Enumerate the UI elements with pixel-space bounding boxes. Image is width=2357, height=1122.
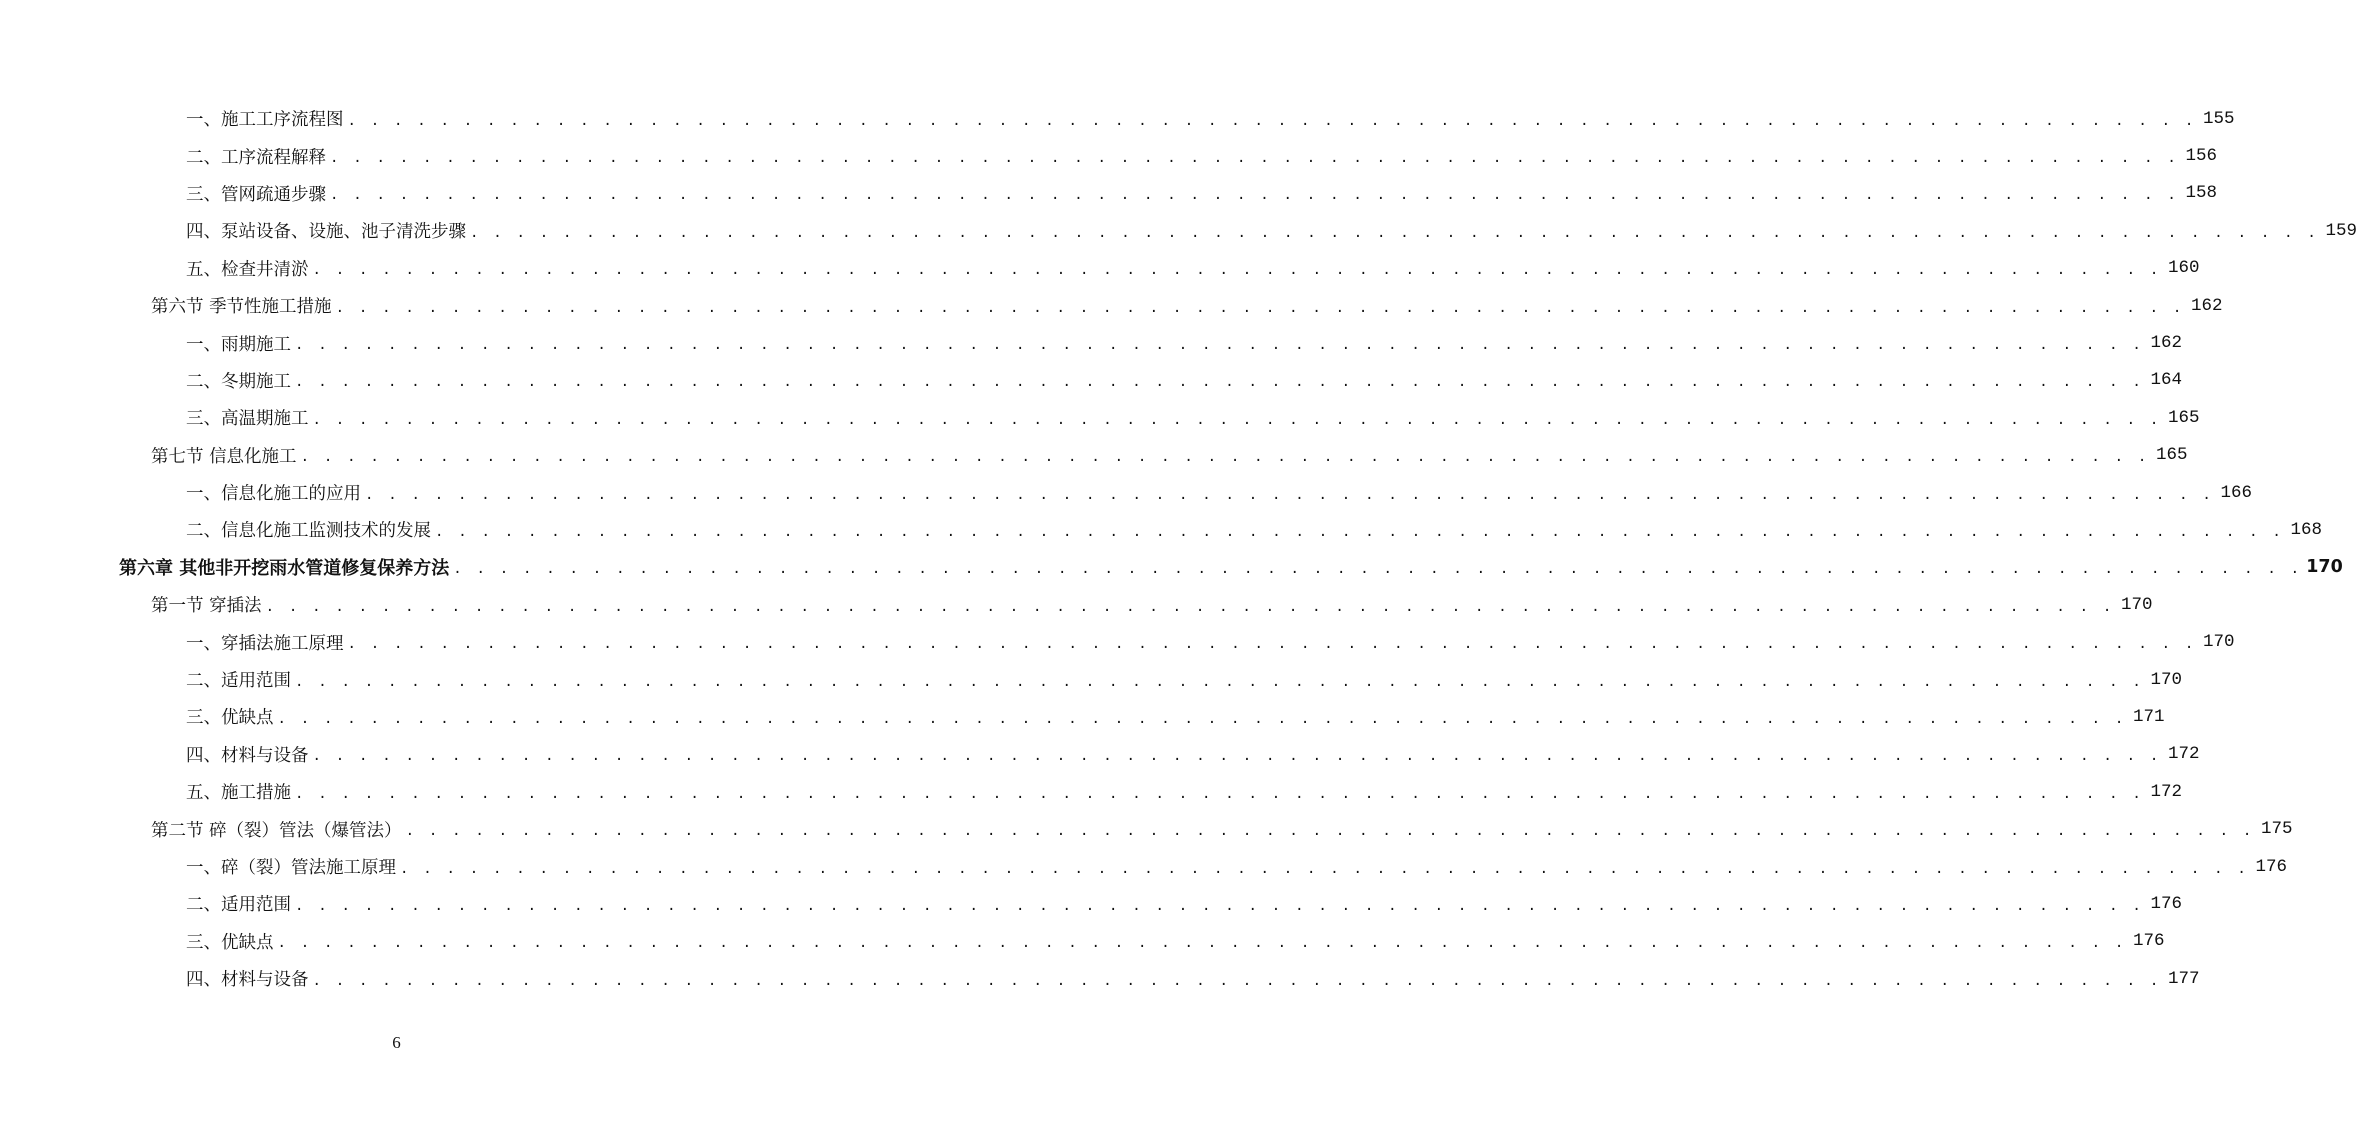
toc-entry-item[interactable] — [0, 773, 2182, 810]
toc-entry-page-number: 159 — [2325, 220, 2357, 241]
toc-entry-page-number: 176 — [2255, 856, 2287, 877]
toc-dot-leader: . . . . . . . . . . . . . . . . . . . . . . . . . . . . . . . . . . . . . . . . . . . . . . . . . . . . . . . . . . . . . . . . . . . . . . . . . . . . . . . . — [295, 897, 2144, 914]
toc-entry-section[interactable] — [0, 287, 2223, 324]
toc-dot-leader: . . . . . . . . . . . . . . . . . . . . . . . . . . . . . . . . . . . . . . . . . . . . . . . . . . . . . . . . . . . . . . . . . . . . . . . . . . . . . . . . — [400, 860, 2249, 877]
toc-entry-item[interactable] — [0, 250, 2200, 287]
toc-entry-page-number: 156 — [2185, 146, 2217, 167]
toc-dot-leader: . . . . . . . . . . . . . . . . . . . . . . . . . . . . . . . . . . . . . . . . . . . . . . . . . . . . . . . . . . . . . . . . . . . . . . . . . . . . . . . . — [277, 935, 2127, 952]
toc-entry-title: 五、检查井清淤 — [186, 259, 309, 280]
toc-dot-leader: . . . . . . . . . . . . . . . . . . . . . . . . . . . . . . . . . . . . . . . . . . . . . . . . . . . . . . . . . . . . . . . . . . . . . . . . . . . . . . . . — [435, 523, 2284, 540]
toc-entry-title: 第一节 穿插法 — [151, 596, 262, 617]
toc-dot-leader: . . . . . . . . . . . . . . . . . . . . . . . . . . . . . . . . . . . . . . . . . . . . . . . . . . . . . . . . . . . . . . . . . . . . . . . . . . . . . . . . — [300, 449, 2150, 466]
toc-entry-page-number: 170 — [2306, 557, 2343, 578]
toc-entry-item[interactable] — [0, 698, 2165, 735]
toc-dot-leader: . . . . . . . . . . . . . . . . . . . . . . . . . . . . . . . . . . . . . . . . . . . . . . . . . . . . . . . . . . . . . . . . . . . . . . . . . . . . . . . . — [312, 262, 2162, 279]
toc-entry-item[interactable] — [0, 661, 2182, 698]
toc-entry-page-number: 162 — [2191, 295, 2223, 316]
toc-entry-chapter[interactable] — [0, 549, 2343, 586]
toc-dot-leader: . . . . . . . . . . . . . . . . . . . . . . . . . . . . . . . . . . . . . . . . . . . . . . . . . . . . . . . . . . . . . . . . . . . . . . . . . . . . . . . . — [295, 785, 2144, 802]
toc-dot-leader: . . . . . . . . . . . . . . . . . . . . . . . . . . . . . . . . . . . . . . . . . . . . . . . . . . . . . . . . . . . . . . . . . . . . . . . . . . . . . . . . — [312, 972, 2162, 989]
toc-entry-page-number: 176 — [2150, 893, 2182, 914]
toc-entry-title: 第二节 碎（裂）管法（爆管法） — [151, 820, 402, 841]
toc-entry-title: 三、优缺点 — [186, 932, 274, 953]
toc-entry-page-number: 172 — [2167, 744, 2200, 765]
toc-entry-item[interactable] — [0, 324, 2182, 361]
toc-entry-item[interactable] — [0, 736, 2200, 773]
toc-entry-section[interactable] — [0, 437, 2188, 474]
toc-dot-leader: . . . . . . . . . . . . . . . . . . . . . . . . . . . . . . . . . . . . . . . . . . . . . . . . . . . . . . . . . . . . . . . . . . . . . . . . . . . . . . . . — [295, 673, 2144, 690]
toc-entry-item[interactable] — [0, 362, 2182, 399]
toc-entry-section[interactable] — [0, 586, 2153, 623]
toc-entry-page-number: 171 — [2132, 706, 2165, 727]
toc-entry-item[interactable] — [0, 511, 2322, 548]
toc-dot-leader: . . . . . . . . . . . . . . . . . . . . . . . . . . . . . . . . . . . . . . . . . . . . . . . . . . . . . . . . . . . . . . . . . . . . . . . . . . . . . . . . — [365, 486, 2214, 503]
toc-entry-page-number: 164 — [2150, 370, 2182, 391]
toc-dot-leader: . . . . . . . . . . . . . . . . . . . . . . . . . . . . . . . . . . . . . . . . . . . . . . . . . . . . . . . . . . . . . . . . . . . . . . . . . . . . . . . . — [312, 411, 2162, 428]
toc-entry-item[interactable] — [0, 885, 2182, 922]
toc-entry-page-number: 175 — [2261, 819, 2293, 840]
toc-dot-leader: . . . . . . . . . . . . . . . . . . . . . . . . . . . . . . . . . . . . . . . . . . . . . . . . . . . . . . . . . . . . . . . . . . . . . . . . . . . . . . . . — [265, 598, 2115, 615]
toc-dot-leader: . . . . . . . . . . . . . . . . . . . . . . . . . . . . . . . . . . . . . . . . . . . . . . . . . . . . . . . . . . . . . . . . . . . . . . . . . . . . . . . . — [330, 150, 2179, 167]
toc-dot-leader: . . . . . . . . . . . . . . . . . . . . . . . . . . . . . . . . . . . . . . . . . . . . . . . . . . . . . . . . . . . . . . . . . . . . . . . . . . . . . . . . — [405, 823, 2255, 840]
toc-dot-leader: . . . . . . . . . . . . . . . . . . . . . . . . . . . . . . . . . . . . . . . . . . . . . . . . . . . . . . . . . . . . . . . . . . . . . . . . . . . . . . . . — [312, 748, 2162, 765]
toc-entry-title: 四、泵站设备、设施、池子清洗步骤 — [186, 222, 466, 243]
toc-dot-leader: . . . . . . . . . . . . . . . . . . . . . . . . . . . . . . . . . . . . . . . . . . . . . . . . . . . . . . . . . . . . . . . . . . . . . . . . . . . . . . . . — [295, 374, 2144, 391]
toc-entry-page-number: 170 — [2202, 632, 2235, 653]
toc-entry-item[interactable] — [0, 923, 2165, 960]
toc-entry-title: 五、施工措施 — [186, 783, 291, 804]
toc-entry-page-number: 177 — [2167, 968, 2200, 989]
toc-entry-page-number: 162 — [2150, 333, 2182, 354]
toc-entry-page-number: 160 — [2167, 258, 2200, 279]
toc-entry-title: 一、碎（裂）管法施工原理 — [186, 858, 396, 878]
toc-dot-leader: . . . . . . . . . . . . . . . . . . . . . . . . . . . . . . . . . . . . . . . . . . . . . . . . . . . . . . . . . . . . . . . . . . . . . . . . . . . . . . . . — [295, 337, 2144, 354]
toc-entry-section[interactable] — [0, 810, 2293, 847]
toc-entry-page-number: 155 — [2202, 108, 2235, 129]
toc-entry-page-number: 170 — [2121, 594, 2153, 615]
table-of-contents — [0, 100, 2357, 997]
toc-entry-page-number: 166 — [2220, 482, 2252, 503]
toc-entry-title: 二、适用范围 — [186, 671, 291, 692]
toc-dot-leader: . . . . . . . . . . . . . . . . . . . . . . . . . . . . . . . . . . . . . . . . . . . . . . . . . . . . . . . . . . . . . . . . . . . . . . . . . . . . . . . . — [453, 561, 2303, 578]
toc-entry-page-number: 172 — [2150, 781, 2182, 802]
toc-entry-title: 二、信息化施工监测技术的发展 — [186, 521, 431, 542]
toc-entry-item[interactable] — [0, 960, 2200, 997]
toc-entry-title: 一、施工工序流程图 — [186, 110, 344, 131]
toc-entry-page-number: 165 — [2167, 407, 2200, 428]
toc-entry-title: 四、材料与设备 — [186, 970, 309, 991]
toc-entry-title: 一、信息化施工的应用 — [186, 484, 361, 505]
toc-entry-title: 第七节 信息化施工 — [151, 446, 297, 467]
toc-entry-title: 四、材料与设备 — [186, 745, 309, 766]
toc-entry-item[interactable] — [0, 137, 2217, 174]
toc-entry-page-number: 158 — [2185, 183, 2217, 204]
toc-dot-leader: . . . . . . . . . . . . . . . . . . . . . . . . . . . . . . . . . . . . . . . . . . . . . . . . . . . . . . . . . . . . . . . . . . . . . . . . . . . . . . . . — [335, 299, 2185, 316]
toc-entry-item[interactable] — [0, 399, 2200, 436]
toc-entry-item[interactable] — [0, 175, 2217, 212]
toc-entry-title: 第六节 季节性施工措施 — [151, 297, 332, 318]
toc-dot-leader: . . . . . . . . . . . . . . . . . . . . . . . . . . . . . . . . . . . . . . . . . . . . . . . . . . . . . . . . . . . . . . . . . . . . . . . . . . . . . . . . — [347, 636, 2197, 653]
toc-entry-title: 三、管网疏通步骤 — [186, 184, 326, 205]
toc-entry-title: 三、优缺点 — [186, 708, 274, 729]
toc-entry-title: 二、冬期施工 — [186, 371, 291, 392]
toc-entry-item[interactable] — [0, 212, 2357, 249]
toc-entry-item[interactable] — [0, 100, 2235, 137]
toc-dot-leader: . . . . . . . . . . . . . . . . . . . . . . . . . . . . . . . . . . . . . . . . . . . . . . . . . . . . . . . . . . . . . . . . . . . . . . . . . . . . . . . . — [277, 710, 2127, 727]
toc-entry-title: 二、工序流程解释 — [186, 147, 326, 168]
toc-dot-leader: . . . . . . . . . . . . . . . . . . . . . . . . . . . . . . . . . . . . . . . . . . . . . . . . . . . . . . . . . . . . . . . . . . . . . . . . . . . . . . . . — [330, 187, 2179, 204]
toc-entry-page-number: 168 — [2290, 519, 2322, 540]
toc-entry-item[interactable] — [0, 474, 2252, 511]
toc-entry-item[interactable] — [0, 848, 2287, 885]
toc-entry-title: 一、穿插法施工原理 — [186, 633, 344, 654]
page-number: 6 — [392, 1033, 401, 1052]
toc-entry-title: 二、适用范围 — [186, 895, 291, 916]
toc-dot-leader: . . . . . . . . . . . . . . . . . . . . . . . . . . . . . . . . . . . . . . . . . . . . . . . . . . . . . . . . . . . . . . . . . . . . . . . . . . . . . . . . — [347, 112, 2197, 129]
toc-entry-title: 三、高温期施工 — [186, 409, 309, 430]
toc-entry-title: 一、雨期施工 — [186, 334, 291, 355]
toc-entry-page-number: 165 — [2156, 445, 2188, 466]
toc-entry-page-number: 170 — [2150, 669, 2182, 690]
toc-entry-item[interactable] — [0, 623, 2235, 660]
toc-entry-page-number: 176 — [2132, 931, 2165, 952]
toc-entry-title: 第六章 其他非开挖雨水管道修复保养方法 — [119, 558, 450, 580]
toc-dot-leader: . . . . . . . . . . . . . . . . . . . . . . . . . . . . . . . . . . . . . . . . . . . . . . . . . . . . . . . . . . . . . . . . . . . . . . . . . . . . . . . . — [470, 224, 2319, 241]
